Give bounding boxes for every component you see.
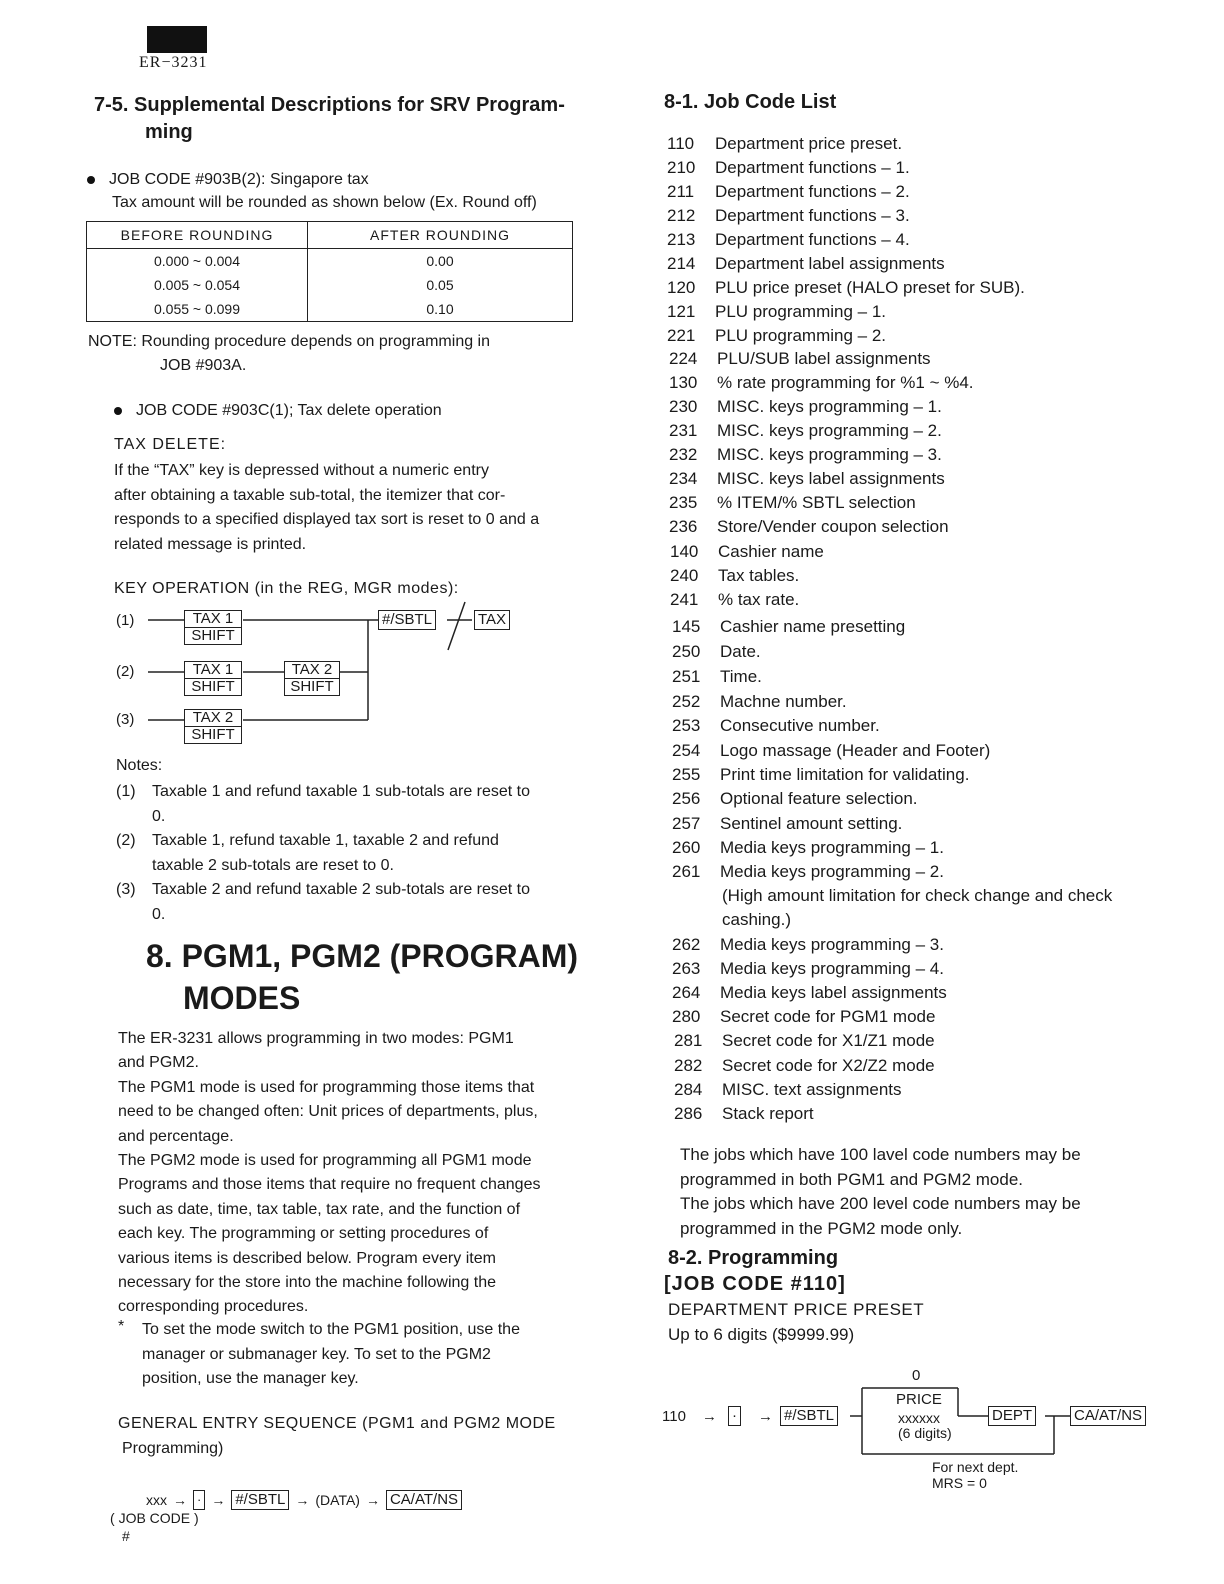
text-line: The PGM2 mode is used for programming all PGM1 mode bbox=[118, 1152, 532, 1170]
job-code-description: (High amount limitation for check change and check bbox=[722, 886, 1113, 905]
job-code-row bbox=[674, 1031, 935, 1051]
job-code-number: 110 bbox=[667, 134, 695, 153]
job-code-number: 234 bbox=[669, 469, 698, 488]
text-line: manager or submanager key. To set to the PGM2 bbox=[142, 1345, 491, 1363]
job-code-row bbox=[672, 862, 944, 882]
job-code-number: 250 bbox=[672, 642, 701, 661]
job-code-number: 280 bbox=[672, 1007, 701, 1026]
dot-key: · bbox=[728, 1406, 741, 1426]
text-line: related message is printed. bbox=[114, 535, 307, 553]
job-code-row bbox=[672, 642, 761, 662]
diag-110-price: PRICE bbox=[896, 1391, 942, 1408]
note-item: (3) Taxable 2 and refund taxable 2 sub-totals are reset to 0. bbox=[116, 881, 531, 923]
caatns-key: CA/AT/NS bbox=[386, 1490, 462, 1510]
caatns-key: CA/AT/NS bbox=[1070, 1406, 1146, 1426]
job-110-diagram-lines bbox=[840, 1380, 1080, 1462]
job-code-row bbox=[672, 814, 902, 834]
job-code-row bbox=[672, 716, 880, 736]
table-value: 0.05 bbox=[426, 277, 454, 293]
job-code-number: 221 bbox=[667, 326, 696, 345]
job-code-description: Cashier name presetting bbox=[720, 617, 906, 636]
job-code-row bbox=[670, 542, 824, 562]
diag-110-next-dept: For next dept. bbox=[932, 1459, 1019, 1475]
key-label: SHIFT bbox=[185, 726, 241, 743]
job-code-row bbox=[672, 765, 969, 785]
job-code-row bbox=[672, 935, 944, 955]
job-code-number: 230 bbox=[669, 397, 698, 416]
arrow-right-icon: → bbox=[211, 1492, 226, 1508]
job-code-number: 121 bbox=[667, 302, 696, 321]
job-code-number: 211 bbox=[667, 182, 695, 201]
note-line: NOTE: Rounding procedure depends on programming in bbox=[88, 333, 491, 350]
chapter-8-title: 8. PGM1, PGM2 (PROGRAM) bbox=[146, 938, 579, 974]
job-code-number: 236 bbox=[669, 517, 698, 536]
job-code-description: MISC. keys programming – 3. bbox=[717, 445, 942, 464]
job-code-row bbox=[669, 349, 931, 369]
job-code-description: Department label assignments bbox=[715, 254, 945, 273]
table-value: 0.000 ~ 0.004 bbox=[153, 253, 241, 269]
job-code-number: 254 bbox=[672, 741, 701, 760]
table-cell bbox=[87, 249, 308, 322]
seq-data: (DATA) bbox=[315, 1492, 360, 1508]
arrow-right-icon: → bbox=[295, 1492, 310, 1508]
section-7-5-title: 7-5. Supplemental Descriptions for SRV Program- bbox=[94, 94, 565, 116]
job-code-row bbox=[667, 278, 1025, 298]
job-code-description: PLU price preset (HALO preset for SUB). bbox=[715, 278, 1025, 297]
job-code-number: 120 bbox=[667, 278, 696, 297]
text-line: each key. The programming or setting procedures of bbox=[118, 1225, 489, 1243]
job-code-description: Media keys programming – 3. bbox=[720, 935, 944, 954]
text-line: various items is described below. Program every item bbox=[118, 1249, 496, 1267]
job-code-row bbox=[669, 421, 942, 441]
job-code-number: 210 bbox=[667, 158, 696, 177]
job-code-number: 264 bbox=[672, 983, 701, 1002]
job-code-number: 263 bbox=[672, 959, 701, 978]
job-code-description: Sentinel amount setting. bbox=[720, 814, 903, 833]
dept-key: DEPT bbox=[988, 1406, 1036, 1426]
chapter-8-body bbox=[118, 1027, 540, 1320]
notes-list bbox=[116, 780, 530, 927]
job-code-description: Stack report bbox=[722, 1104, 814, 1123]
tax1-shift-key bbox=[184, 610, 242, 645]
chapter-8-title-cont: MODES bbox=[183, 980, 301, 1016]
job-903b-heading: JOB CODE #903B(2): Singapore tax bbox=[87, 171, 369, 189]
job-code-description: Media keys label assignments bbox=[720, 983, 947, 1002]
job-code-description: Secret code for X2/Z2 mode bbox=[722, 1056, 935, 1075]
section-7-5-title-cont: ming bbox=[145, 121, 193, 143]
general-entry-title-cont: Programming) bbox=[122, 1440, 224, 1457]
job-code-row bbox=[667, 254, 945, 274]
programming-title: 8-2. Programming bbox=[668, 1247, 839, 1269]
job-code-number: 232 bbox=[669, 445, 698, 464]
key-label: TAX 2 bbox=[192, 709, 234, 726]
arrow-right-icon: → bbox=[702, 1408, 717, 1425]
diag-110-mrs: MRS = 0 bbox=[932, 1475, 987, 1491]
job-code-number: 261 bbox=[672, 862, 701, 881]
job-code-number: 252 bbox=[672, 692, 701, 711]
job-code-description: % ITEM/% SBTL selection bbox=[717, 493, 916, 512]
tax-delete-text bbox=[114, 459, 539, 557]
job-code-row bbox=[672, 692, 847, 712]
job-code-description: Logo massage (Header and Footer) bbox=[720, 741, 991, 760]
key-label: TAX 2 bbox=[291, 661, 333, 678]
tax2-shift-key bbox=[184, 709, 242, 744]
key-label: SHIFT bbox=[185, 627, 241, 644]
job-code-row bbox=[672, 959, 944, 979]
job-code-description: Secret code for PGM1 mode bbox=[720, 1007, 936, 1026]
job-code-number: 284 bbox=[674, 1080, 703, 1099]
table-header: BEFORE ROUNDING bbox=[87, 222, 308, 249]
job-code-number: 140 bbox=[670, 542, 699, 561]
job-code-description: Cashier name bbox=[718, 542, 824, 561]
job-code-number: 224 bbox=[669, 349, 698, 368]
job-code-description: Media keys programming – 4. bbox=[720, 959, 944, 978]
text-line: programmed in both PGM1 and PGM2 mode. bbox=[680, 1169, 1023, 1189]
job-code-row bbox=[674, 1080, 902, 1100]
text-line: The jobs which have 200 level code numbers may be bbox=[680, 1194, 1081, 1213]
key-label: SHIFT bbox=[285, 678, 339, 695]
table-value: 0.10 bbox=[426, 301, 454, 317]
job-code-description: MISC. keys label assignments bbox=[717, 469, 945, 488]
table-value: 0.005 ~ 0.054 bbox=[153, 277, 241, 293]
job-code-description: Optional feature selection. bbox=[720, 789, 918, 808]
text-line: need to be changed often: Unit prices of departments, plus, bbox=[118, 1103, 538, 1121]
job-code-row bbox=[667, 134, 902, 154]
job-code-row bbox=[669, 469, 945, 489]
table-header: AFTER ROUNDING bbox=[308, 222, 573, 249]
model-number: ER−3231 bbox=[139, 54, 208, 71]
job-code-description: Date. bbox=[720, 642, 761, 661]
job-code-number: 251 bbox=[672, 667, 701, 686]
job-code-description: PLU programming – 2. bbox=[715, 326, 887, 345]
job-code-row bbox=[667, 230, 910, 250]
job-code-row bbox=[667, 182, 910, 202]
job-code-description: Secret code for X1/Z1 mode bbox=[722, 1031, 935, 1050]
job-code-description: % rate programming for %1 ~ %4. bbox=[717, 373, 974, 392]
job-code-description: % tax rate. bbox=[718, 590, 800, 609]
job-code-description: MISC. keys programming – 1. bbox=[717, 397, 942, 416]
sbtl-key: #/SBTL bbox=[780, 1406, 838, 1426]
bullet-icon bbox=[114, 407, 122, 415]
job-code-description: MISC. text assignments bbox=[722, 1080, 902, 1099]
text-line: The PGM1 mode is used for programming those items that bbox=[118, 1078, 535, 1096]
job-code-description: Department functions – 1. bbox=[715, 158, 910, 177]
job-code-description: Department functions – 3. bbox=[715, 206, 910, 225]
job-code-row bbox=[722, 886, 1112, 906]
job-code-number: 281 bbox=[674, 1031, 703, 1050]
rounding-table bbox=[86, 221, 573, 322]
job-code-number: 130 bbox=[669, 373, 698, 392]
text-line: responds to a specified displayed tax sort is reset to 0 and a bbox=[114, 511, 540, 528]
job-code-row bbox=[667, 326, 886, 346]
mode-switch-note bbox=[142, 1318, 520, 1392]
key-label: TAX 1 bbox=[192, 661, 234, 678]
key-op-label-2: (2) bbox=[116, 663, 135, 680]
header-logo-block bbox=[147, 26, 207, 53]
job-code-row bbox=[672, 789, 918, 809]
diag-110-code: 110 bbox=[662, 1408, 686, 1425]
bullet-icon bbox=[87, 176, 95, 184]
note-item: (1) Taxable 1 and refund taxable 1 sub-totals are reset to 0. bbox=[116, 783, 531, 825]
job-code-number: 260 bbox=[672, 838, 701, 857]
text-line: The ER-3231 allows programming in two modes: PGM1 bbox=[118, 1030, 514, 1047]
text-line: necessary for the store into the machine following the bbox=[118, 1274, 496, 1292]
text-line: corresponding procedures. bbox=[118, 1298, 309, 1316]
job-code-row bbox=[674, 1056, 935, 1076]
job-code-number: 231 bbox=[669, 421, 698, 440]
job-code-list-title: 8-1. Job Code List bbox=[664, 91, 837, 113]
job-code-row bbox=[674, 1104, 814, 1124]
job-code-row bbox=[672, 617, 905, 637]
job-code-description: Store/Vender coupon selection bbox=[717, 517, 949, 536]
key-label: TAX 1 bbox=[192, 610, 234, 627]
job-code-number: 145 bbox=[672, 617, 701, 636]
job-code-number: 241 bbox=[670, 590, 699, 609]
table-cell bbox=[308, 249, 573, 322]
job-code-number: 262 bbox=[672, 935, 701, 954]
job-code-row bbox=[670, 566, 799, 586]
job-code-description: Print time limitation for validating. bbox=[720, 765, 970, 784]
job-code-number: 257 bbox=[672, 814, 701, 833]
job-code-number: 214 bbox=[667, 254, 696, 273]
job-110-title: [JOB CODE #110] bbox=[664, 1273, 846, 1295]
table-value: 0.055 ~ 0.099 bbox=[153, 301, 241, 317]
job-code-description: Media keys programming – 2. bbox=[720, 862, 944, 881]
diag-110-6-digits: (6 digits) bbox=[898, 1425, 952, 1441]
job-code-number: 282 bbox=[674, 1056, 703, 1075]
job-code-row bbox=[667, 158, 910, 178]
arrow-right-icon: → bbox=[365, 1492, 380, 1508]
job-code-number: 213 bbox=[667, 230, 696, 249]
job-code-number: 253 bbox=[672, 716, 701, 735]
general-sequence bbox=[146, 1490, 462, 1510]
diag-110-zero: 0 bbox=[912, 1367, 921, 1384]
note-item: (2) Taxable 1, refund taxable 1, taxable 2 and refund taxable 2 sub-totals are reset to 0. bbox=[116, 832, 499, 874]
key-label: SHIFT bbox=[185, 678, 241, 695]
dot-key: · bbox=[193, 1490, 205, 1510]
text-line: and percentage. bbox=[118, 1127, 234, 1145]
seq-code: xxx bbox=[146, 1492, 167, 1508]
job-code-row bbox=[670, 590, 799, 610]
job-code-number: 256 bbox=[672, 789, 701, 808]
job-code-row bbox=[667, 302, 886, 322]
job-code-row bbox=[672, 741, 990, 761]
sbtl-key: #/SBTL bbox=[231, 1490, 289, 1510]
text-line: position, use the manager key. bbox=[142, 1370, 359, 1387]
job-code-row bbox=[669, 397, 942, 417]
job-code-description: Machne number. bbox=[720, 692, 847, 711]
job-code-description: Consecutive number. bbox=[720, 716, 880, 735]
job-code-row bbox=[672, 1007, 935, 1027]
job-code-description: Department price preset. bbox=[715, 134, 903, 153]
job-code-number: 212 bbox=[667, 206, 696, 225]
job-code-row bbox=[669, 517, 949, 537]
text-line: and PGM2. bbox=[118, 1054, 199, 1072]
text-line: If the “TAX” key is depressed without a numeric entry bbox=[114, 462, 489, 479]
arrow-right-icon: → bbox=[758, 1408, 773, 1425]
asterisk-icon: * bbox=[118, 1318, 125, 1335]
job-code-hash: # bbox=[122, 1528, 130, 1544]
general-entry-title: GENERAL ENTRY SEQUENCE (PGM1 and PGM2 MODE bbox=[118, 1415, 556, 1432]
job-code-description: Department functions – 4. bbox=[715, 230, 910, 249]
job-code-description: MISC. keys programming – 2. bbox=[717, 421, 942, 440]
key-operation-title: KEY OPERATION (in the REG, MGR modes): bbox=[114, 580, 459, 597]
sbtl-key: #/SBTL bbox=[378, 610, 436, 630]
tax-delete-title: TAX DELETE: bbox=[114, 436, 227, 453]
arrow-right-icon: → bbox=[173, 1492, 187, 1508]
job-code-description: cashing.) bbox=[722, 910, 791, 929]
text-line: Programs and those items that require no frequent changes bbox=[118, 1176, 541, 1194]
job-110-subtitle: DEPARTMENT PRICE PRESET bbox=[668, 1300, 925, 1319]
job-code-row bbox=[669, 373, 974, 393]
job-code-description: Department functions – 2. bbox=[715, 182, 910, 201]
job-code-description: PLU programming – 1. bbox=[715, 302, 887, 321]
job-code-row bbox=[722, 910, 791, 930]
job-code-number: 235 bbox=[669, 493, 698, 512]
job-code-number: 240 bbox=[670, 566, 699, 585]
job-code-number: 255 bbox=[672, 765, 701, 784]
note-line: JOB #903A. bbox=[160, 357, 247, 374]
job-903b-description: Tax amount will be rounded as shown below (Ex. Round off) bbox=[112, 194, 537, 211]
text-line: programmed in the PGM2 mode only. bbox=[680, 1218, 963, 1238]
job-code-description: Media keys programming – 1. bbox=[720, 838, 944, 857]
job-code-description: Time. bbox=[720, 667, 762, 686]
tax-key: TAX bbox=[474, 610, 510, 630]
text-line: after obtaining a taxable sub-total, the itemizer that cor- bbox=[114, 486, 506, 504]
job-code-caption: ( JOB CODE ) bbox=[110, 1510, 199, 1526]
job-110-digits: Up to 6 digits ($9999.99) bbox=[668, 1325, 855, 1344]
tax1-shift-key bbox=[184, 661, 242, 696]
job-903c-heading: JOB CODE #903C(1); Tax delete operation bbox=[114, 402, 442, 420]
job-code-row bbox=[667, 206, 910, 226]
job-code-number: 286 bbox=[674, 1104, 703, 1123]
job-code-row bbox=[669, 493, 916, 513]
job-code-row bbox=[669, 445, 942, 465]
key-op-label-1: (1) bbox=[116, 612, 135, 629]
text-line: To set the mode switch to the PGM1 position, use the bbox=[142, 1321, 520, 1338]
table-value: 0.00 bbox=[426, 253, 454, 269]
notes-title: Notes: bbox=[116, 757, 163, 774]
key-op-label-3: (3) bbox=[116, 711, 135, 728]
job-code-description: PLU/SUB label assignments bbox=[717, 349, 931, 368]
job-code-row bbox=[672, 667, 762, 687]
text-line: such as date, time, tax table, tax rate, and the function of bbox=[118, 1200, 521, 1218]
diag-110-xxxxxx: xxxxxx bbox=[898, 1410, 940, 1426]
tax2-shift-key bbox=[284, 661, 340, 696]
text-line: The jobs which have 100 lavel code numbers may be bbox=[680, 1145, 1081, 1164]
job-code-description: Tax tables. bbox=[718, 566, 800, 585]
job-code-row bbox=[672, 983, 947, 1003]
job-level-notes bbox=[680, 1143, 1081, 1241]
job-code-row bbox=[672, 838, 944, 858]
